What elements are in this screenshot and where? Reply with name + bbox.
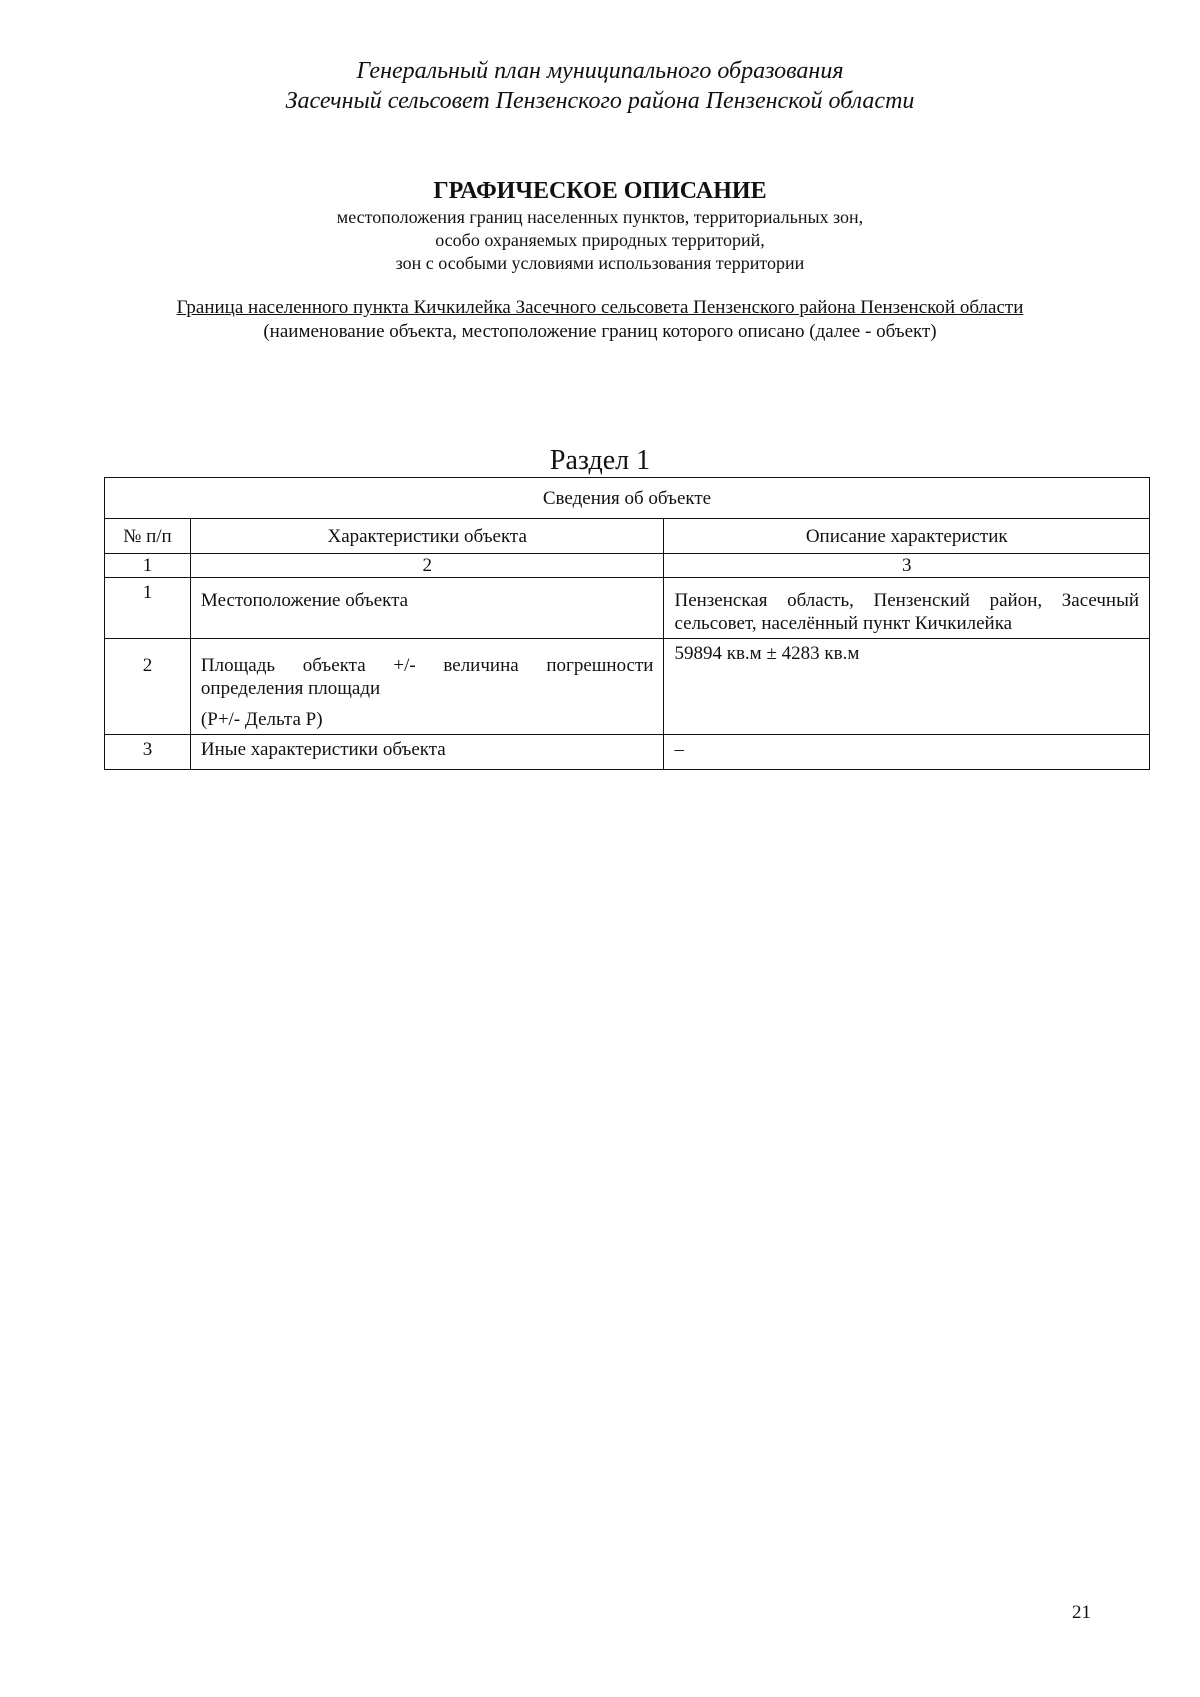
row-number [105, 639, 191, 735]
title-block [0, 176, 1200, 275]
object-info-table [104, 477, 1150, 770]
document-header [0, 56, 1200, 116]
table-row [105, 578, 1150, 639]
header-characteristic: Характеристики объекта [190, 519, 664, 554]
subtitle-line-1: местоположения границ населенных пунктов, территориальных зон, [336, 207, 864, 227]
characteristic-note: (P+/- Дельта P) [200, 709, 323, 730]
row-characteristic [190, 639, 664, 735]
row-description [664, 578, 1150, 639]
row-characteristic: Иные характеристики объекта [190, 735, 664, 770]
page-number: 21 [1072, 1602, 1091, 1623]
object-caption: (наименование объекта, местоположение границ которого описано (далее - объект) [263, 321, 937, 342]
characteristic-text: Площадь объекта +/- величина погрешности определения площади [200, 655, 654, 699]
subtitle-line-3: зон с особыми условиями использования территории [395, 253, 805, 273]
header-number: № п/п [105, 519, 191, 554]
object-name: Граница населенного пункта Кичкилейка Засечного сельсовета Пензенского района Пензенской области [176, 297, 1024, 318]
column-number: 2 [190, 554, 664, 578]
column-number-row [105, 554, 1150, 578]
row-description: 59894 кв.м ± 4283 кв.м [664, 639, 1150, 735]
row-number-text: 2 [142, 655, 153, 676]
subtitle-line-2: особо охраняемых природных территорий, [435, 230, 765, 250]
header-description: Описание характеристик [664, 519, 1150, 554]
table-row [105, 735, 1150, 770]
header-line-2: Засечный сельсовет Пензенского района Пензенской области [285, 88, 915, 114]
table-caption: Сведения об объекте [105, 478, 1150, 519]
row-number: 1 [105, 578, 191, 639]
document-title: ГРАФИЧЕСКОЕ ОПИСАНИЕ [433, 178, 767, 204]
row-characteristic [190, 578, 664, 639]
table-row [105, 639, 1150, 735]
object-block [0, 296, 1200, 344]
description-text: Пензенская область, Пензенский район, Засечный сельсовет, населённый пункт Кичкилейка [674, 590, 1139, 634]
row-description: – [664, 735, 1150, 770]
column-number: 3 [664, 554, 1150, 578]
table-caption-row [105, 478, 1150, 519]
table-header-row [105, 519, 1150, 554]
header-line-1: Генеральный план муниципального образования [356, 58, 844, 84]
column-number: 1 [105, 554, 191, 578]
row-number: 3 [105, 735, 191, 770]
characteristic-text: Местоположение объекта [200, 590, 409, 611]
section-title: Раздел 1 [549, 445, 651, 476]
